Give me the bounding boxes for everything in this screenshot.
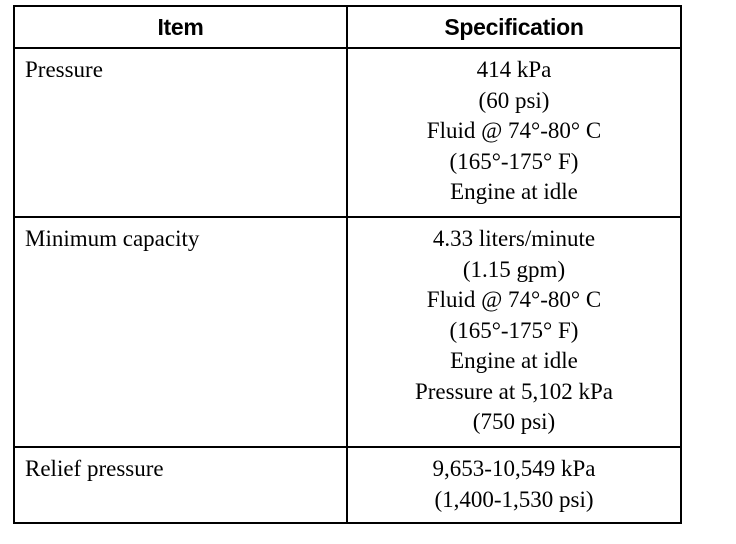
spec-line: (165°-175° F)	[449, 317, 579, 343]
item-cell: Relief pressure	[14, 447, 347, 523]
specification-table	[13, 5, 682, 524]
table-row	[14, 447, 681, 523]
spec-line: 414 kPa	[476, 57, 552, 82]
specification-cell	[347, 217, 681, 447]
spec-line: Pressure at 5,102 kPa	[414, 378, 614, 404]
item-cell: Pressure	[14, 48, 347, 217]
table-row	[14, 217, 681, 447]
specification-cell	[347, 447, 681, 523]
spec-line: 9,653-10,549 kPa	[432, 456, 596, 481]
spec-line: (750 psi)	[472, 409, 556, 434]
spec-line: Engine at idle	[450, 179, 578, 204]
spec-line: Fluid @ 74°-80° C	[426, 118, 602, 143]
spec-line: Engine at idle	[450, 348, 578, 373]
table-header-row	[14, 6, 681, 48]
spec-line: Fluid @ 74°-80° C	[426, 287, 602, 312]
spec-line: (1,400-1,530 psi)	[434, 486, 594, 512]
specification-cell	[347, 48, 681, 217]
spec-line: 4.33 liters/minute	[432, 226, 596, 251]
item-cell: Minimum capacity	[14, 217, 347, 447]
table-row	[14, 48, 681, 217]
header-specification: Specification	[347, 6, 681, 48]
spec-line: (165°-175° F)	[449, 148, 579, 174]
header-item: Item	[14, 6, 347, 48]
spec-line: (1.15 gpm)	[462, 256, 566, 282]
spec-line: (60 psi)	[478, 87, 550, 113]
